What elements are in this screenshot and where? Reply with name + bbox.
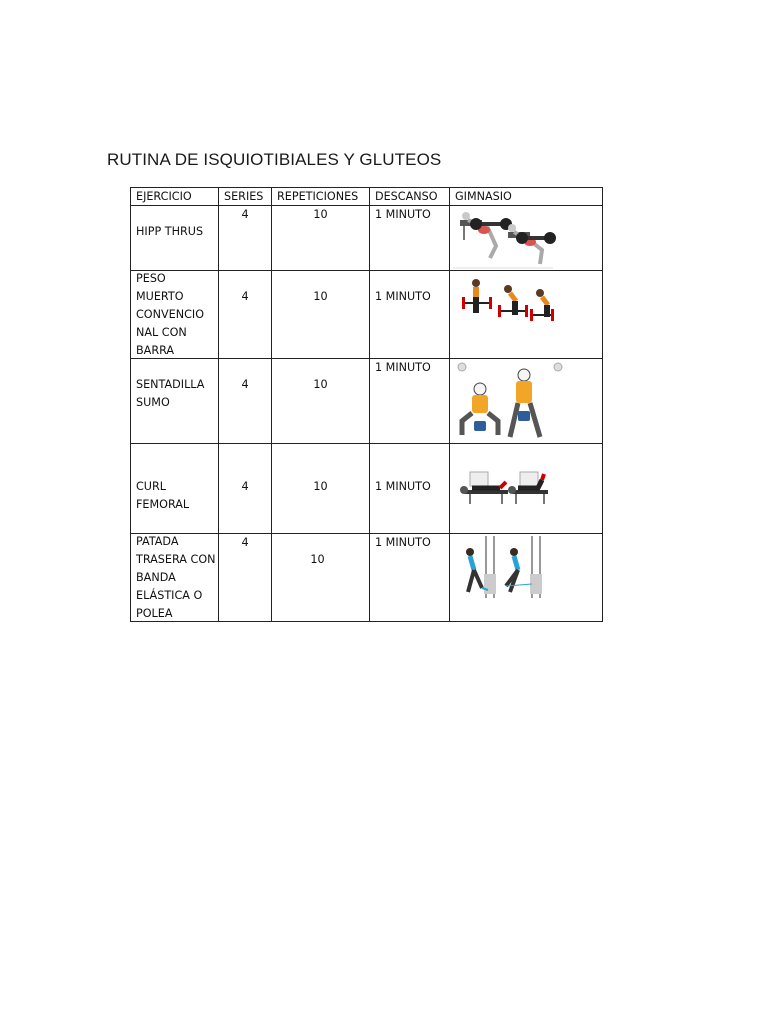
table-row bbox=[131, 206, 603, 271]
series-cell bbox=[219, 359, 272, 444]
exercise-name: PATADA TRASERA CON BANDA ELÁSTICA O POLEA bbox=[136, 535, 216, 620]
reps-cell bbox=[272, 359, 370, 444]
rest-value: 1 MINUTO bbox=[375, 536, 431, 549]
exercise-name: PESO MUERTO CONVENCIO NAL CON BARRA bbox=[136, 272, 204, 357]
rest-value: 1 MINUTO bbox=[375, 208, 431, 221]
series-value: 4 bbox=[241, 378, 249, 391]
series-cell bbox=[219, 534, 272, 622]
reps-cell bbox=[272, 206, 370, 271]
exercise-cell bbox=[131, 359, 219, 444]
rest-value: 1 MINUTO bbox=[375, 480, 431, 493]
series-value: 4 bbox=[241, 290, 249, 303]
exercise-cell bbox=[131, 271, 219, 359]
cable-kickback-illustration-icon bbox=[450, 534, 603, 621]
table-header-row bbox=[131, 188, 603, 206]
gym-image-cell bbox=[450, 444, 603, 534]
rest-value: 1 MINUTO bbox=[375, 361, 431, 374]
gym-image-cell bbox=[450, 534, 603, 622]
series-value: 4 bbox=[241, 536, 249, 549]
header-gimnasio: GIMNASIO bbox=[450, 188, 603, 206]
exercise-name: HIPP THRUS bbox=[136, 225, 204, 238]
table-row bbox=[131, 444, 603, 534]
header-repeticiones: REPETICIONES bbox=[272, 188, 370, 206]
reps-value: 10 bbox=[310, 553, 325, 566]
document-title: RUTINA DE ISQUIOTIBIALES Y GLUTEOS bbox=[107, 150, 442, 169]
deadlift-illustration-icon bbox=[450, 271, 603, 358]
rest-cell bbox=[370, 359, 450, 444]
rest-cell bbox=[370, 206, 450, 271]
series-cell bbox=[219, 444, 272, 534]
reps-value: 10 bbox=[313, 208, 328, 221]
leg-curl-illustration-icon bbox=[450, 444, 603, 533]
exercise-name: SENTADILLA SUMO bbox=[136, 378, 205, 409]
reps-cell bbox=[272, 534, 370, 622]
rest-value: 1 MINUTO bbox=[375, 290, 431, 303]
table-row bbox=[131, 534, 603, 622]
table-row bbox=[131, 271, 603, 359]
reps-cell bbox=[272, 271, 370, 359]
series-cell bbox=[219, 206, 272, 271]
gym-image-cell bbox=[450, 359, 603, 444]
rest-cell bbox=[370, 534, 450, 622]
gym-image-cell bbox=[450, 206, 603, 271]
exercise-name: CURL FEMORAL bbox=[136, 480, 190, 511]
reps-cell bbox=[272, 444, 370, 534]
gym-image-cell bbox=[450, 271, 603, 359]
rest-cell bbox=[370, 444, 450, 534]
series-cell bbox=[219, 271, 272, 359]
table-row bbox=[131, 359, 603, 444]
series-value: 4 bbox=[241, 208, 249, 221]
rest-cell bbox=[370, 271, 450, 359]
header-ejercicio: EJERCICIO bbox=[131, 188, 219, 206]
reps-value: 10 bbox=[313, 378, 328, 391]
reps-value: 10 bbox=[313, 480, 328, 493]
series-value: 4 bbox=[241, 480, 249, 493]
exercise-cell bbox=[131, 444, 219, 534]
reps-value: 10 bbox=[313, 290, 328, 303]
exercise-cell bbox=[131, 534, 219, 622]
sumo-squat-illustration-icon bbox=[450, 359, 603, 443]
header-descanso: DESCANSO bbox=[370, 188, 450, 206]
header-series: SERIES bbox=[219, 188, 272, 206]
exercise-cell bbox=[131, 206, 219, 271]
hip-thrust-illustration-icon bbox=[450, 206, 603, 270]
routine-table bbox=[130, 187, 603, 622]
